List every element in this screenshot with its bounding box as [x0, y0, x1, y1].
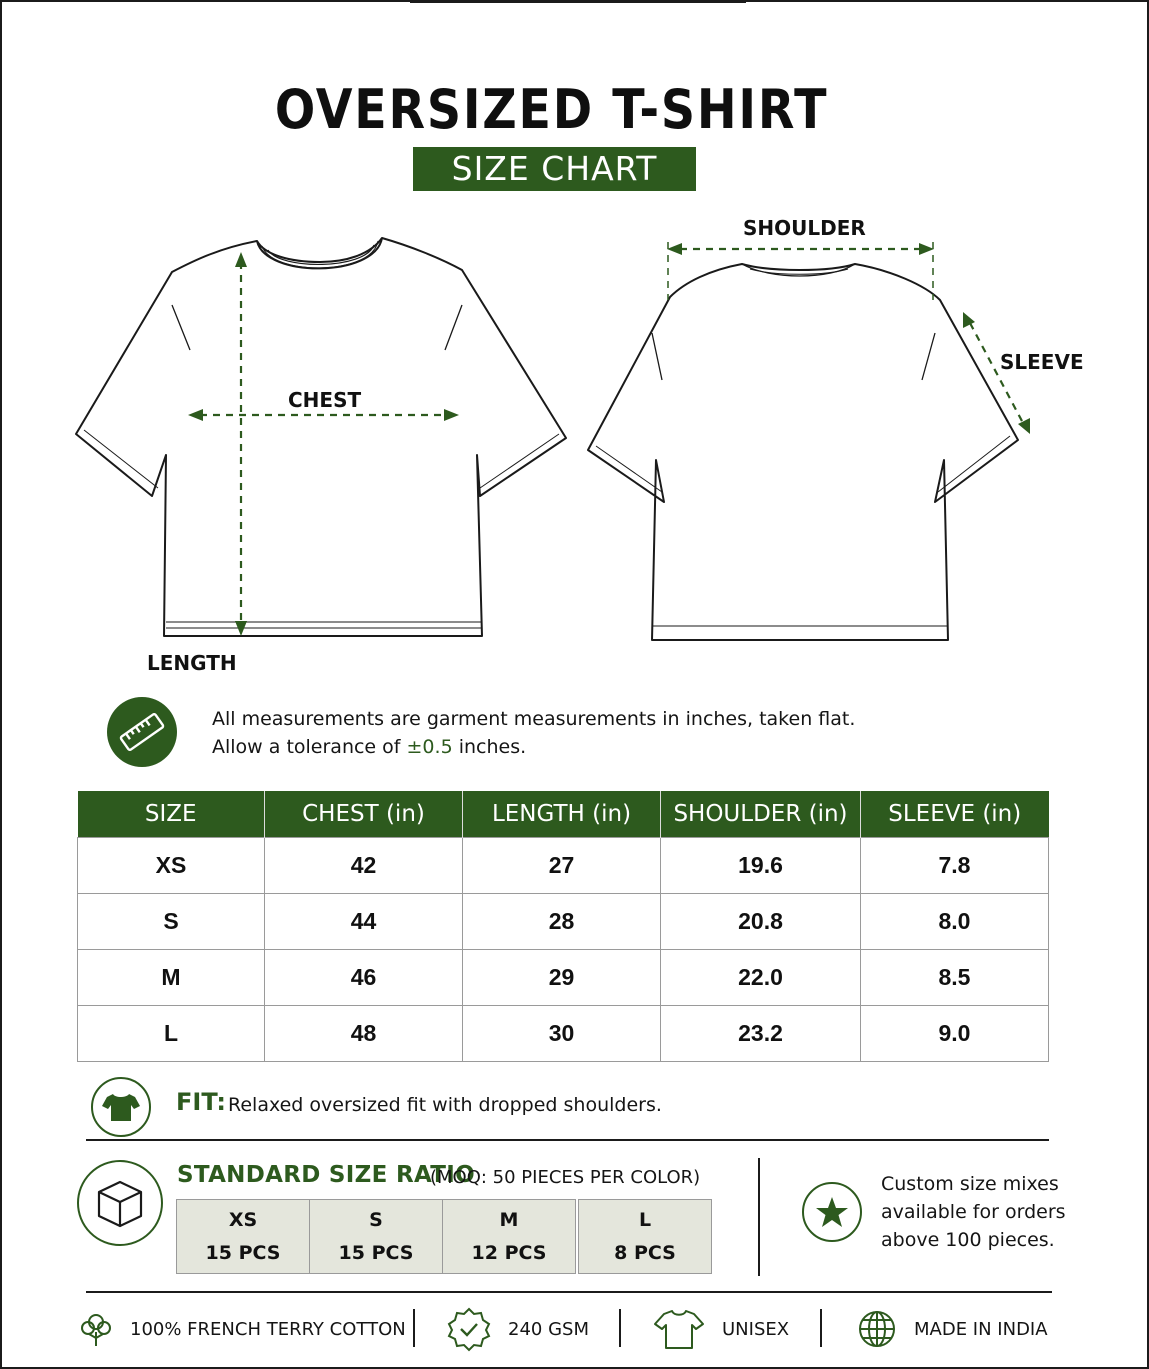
cell-sleeve: 9.0: [861, 1006, 1049, 1062]
cell-sleeve: 8.5: [861, 950, 1049, 1006]
cell-size: XS: [78, 838, 265, 894]
ratio-size: S: [369, 1209, 383, 1231]
cell-length: 27: [463, 838, 661, 894]
custom-line-2: available for orders: [881, 1201, 1066, 1223]
size-table-header-row: [78, 791, 1049, 838]
cell-chest: 44: [265, 894, 463, 950]
cell-size: S: [78, 894, 265, 950]
cell-shoulder: 23.2: [661, 1006, 861, 1062]
ratio-cell: [176, 1199, 310, 1274]
cotton-icon: [75, 1308, 117, 1350]
box-icon: [77, 1160, 163, 1246]
sleeve-arrow-top: [963, 312, 975, 328]
cell-shoulder: 22.0: [661, 950, 861, 1006]
fit-label: FIT:: [176, 1088, 226, 1116]
cell-length: 29: [463, 950, 661, 1006]
table-row: [78, 950, 1049, 1006]
cell-chest: 46: [265, 950, 463, 1006]
cell-chest: 48: [265, 1006, 463, 1062]
length-label: LENGTH: [147, 651, 237, 675]
ratio-cell: [309, 1199, 443, 1274]
feature-fabric: 100% FRENCH TERRY COTTON: [130, 1319, 406, 1340]
ratio-pcs: 15 PCS: [205, 1242, 281, 1264]
chest-label: CHEST: [288, 388, 362, 412]
ratio-pcs: 12 PCS: [471, 1242, 547, 1264]
front-tshirt-drawing: [76, 238, 566, 636]
tshirt-icon: [91, 1077, 151, 1137]
custom-line-3: above 100 pieces.: [881, 1229, 1055, 1251]
measurement-note: [212, 705, 855, 761]
sleeve-arrow-bottom: [1018, 418, 1030, 434]
ratio-pcs: 8 PCS: [614, 1242, 676, 1264]
feature-unisex: UNISEX: [722, 1319, 790, 1340]
note-line-2: [212, 733, 855, 761]
ratio-cell: [442, 1199, 576, 1274]
divider-fit: [86, 1139, 1049, 1141]
cell-length: 28: [463, 894, 661, 950]
back-tshirt-drawing: [588, 264, 1018, 640]
cell-shoulder: 20.8: [661, 894, 861, 950]
globe-icon: [856, 1308, 898, 1350]
header-shoulder: SHOULDER (in): [661, 791, 861, 838]
note-line-1: All measurements are garment measurements in inches, taken flat.: [212, 708, 856, 730]
cell-sleeve: 8.0: [861, 894, 1049, 950]
cell-size: L: [78, 1006, 265, 1062]
cell-sleeve: 7.8: [861, 838, 1049, 894]
table-row: [78, 894, 1049, 950]
header-sleeve: SLEEVE (in): [861, 791, 1049, 838]
feature-divider: [413, 1309, 415, 1347]
feature-gsm: 240 GSM: [508, 1319, 589, 1340]
divider-vertical: [758, 1158, 760, 1276]
cell-size: M: [78, 950, 265, 1006]
feature-origin: MADE IN INDIA: [914, 1319, 1048, 1340]
shoulder-label: SHOULDER: [743, 216, 866, 240]
note-tolerance-value: ±0.5: [406, 736, 453, 758]
size-table: [77, 791, 1049, 1062]
ratio-size: M: [499, 1209, 519, 1231]
tshirt-outline-icon: [653, 1308, 705, 1350]
ratio-size: XS: [228, 1209, 258, 1231]
ratio-title: STANDARD SIZE RATIO: [177, 1162, 475, 1188]
ratio-moq: (MOQ: 50 PIECES PER COLOR): [430, 1167, 701, 1188]
star-icon: [802, 1182, 862, 1242]
table-row: [78, 1006, 1049, 1062]
table-row: [78, 838, 1049, 894]
ratio-size: L: [638, 1209, 652, 1231]
ratio-pcs: 15 PCS: [338, 1242, 414, 1264]
custom-size-note: [881, 1170, 1081, 1254]
shoulder-arrow-left: [667, 243, 682, 255]
header-size: SIZE: [78, 791, 265, 838]
header-chest: CHEST (in): [265, 791, 463, 838]
subtitle-banner: SIZE CHART: [413, 147, 696, 191]
cell-length: 30: [463, 1006, 661, 1062]
feature-divider: [619, 1309, 621, 1347]
feature-divider: [820, 1309, 822, 1347]
note-tolerance-prefix: Allow a tolerance of: [212, 736, 407, 758]
divider-features: [86, 1291, 1052, 1293]
check-badge-icon: [446, 1306, 492, 1352]
ratio-cell: [578, 1199, 712, 1274]
note-tolerance-suffix: inches.: [452, 736, 527, 758]
ruler-icon: [107, 697, 177, 767]
header-length: LENGTH (in): [463, 791, 661, 838]
cell-chest: 42: [265, 838, 463, 894]
cell-shoulder: 19.6: [661, 838, 861, 894]
custom-line-1: Custom size mixes: [881, 1173, 1059, 1195]
sleeve-label: SLEEVE: [1000, 350, 1084, 374]
shoulder-arrow-right: [919, 243, 934, 255]
fit-description: Relaxed oversized fit with dropped shoulders.: [228, 1094, 662, 1116]
page-title: OVERSIZED T-SHIRT: [274, 78, 829, 141]
